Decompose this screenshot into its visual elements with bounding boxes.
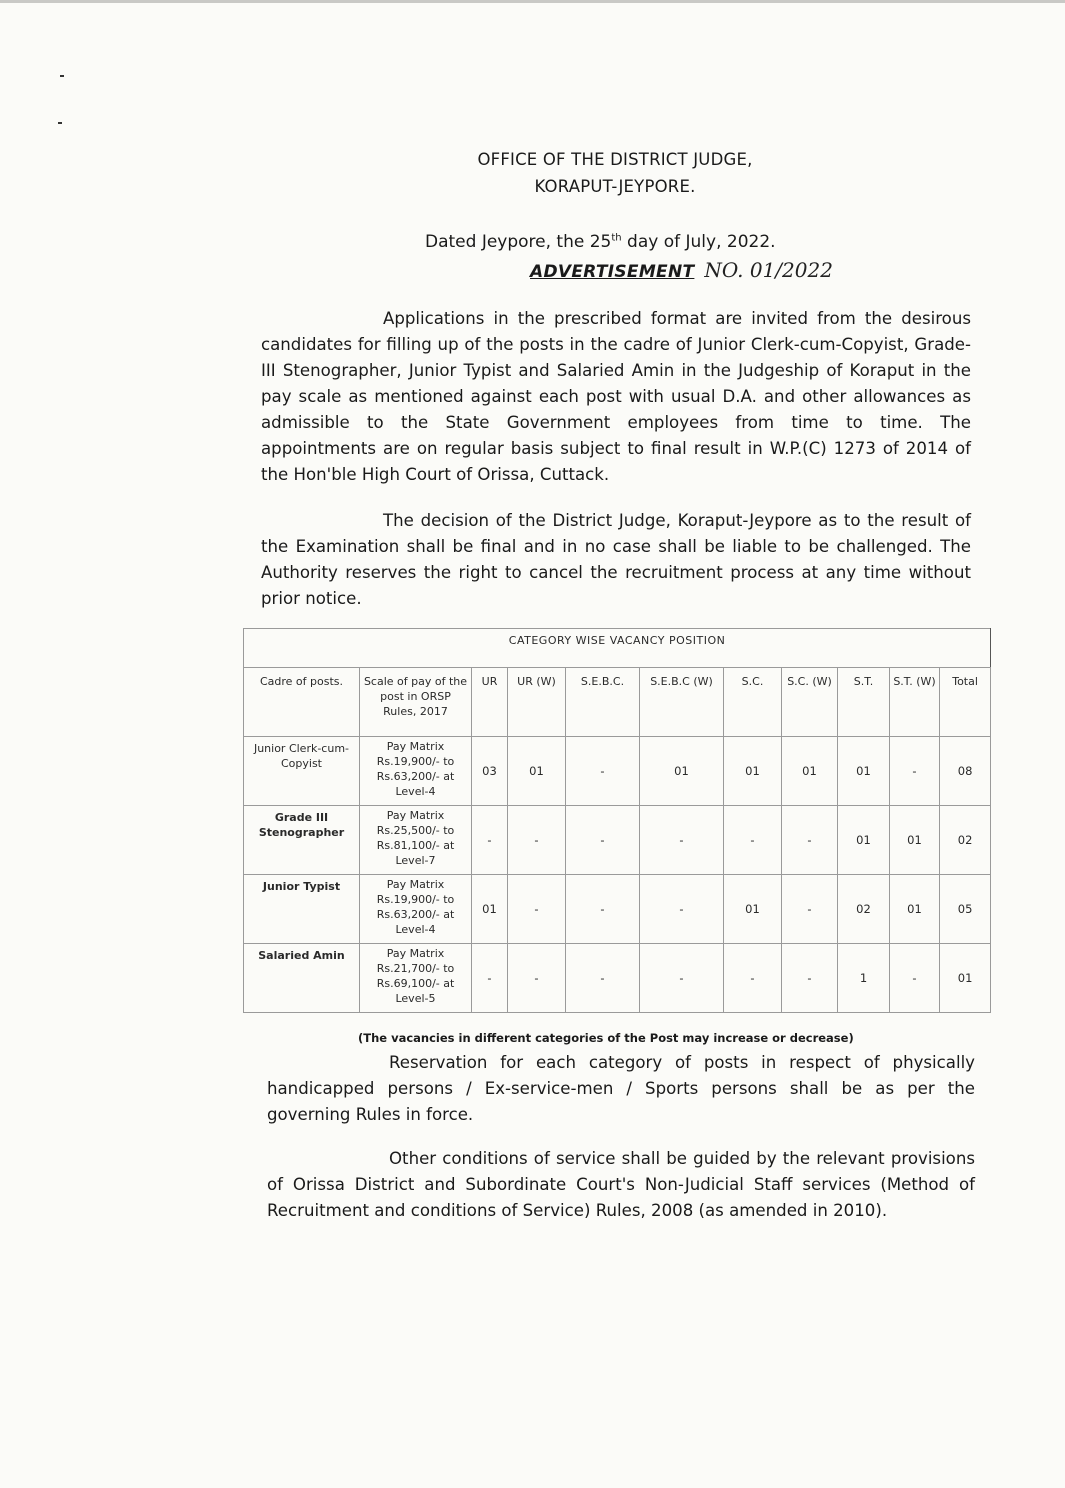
cell-total: 02 (940, 806, 991, 875)
cell-sc-w: - (782, 806, 838, 875)
cell-sebc: - (566, 737, 640, 806)
office-title-line1: OFFICE OF THE DISTRICT JUDGE, (477, 150, 753, 169)
cell-sc: - (724, 806, 782, 875)
cell-sc: 01 (724, 737, 782, 806)
cell-sc: - (724, 944, 782, 1013)
cell-st-w: - (890, 944, 940, 1013)
cell-sc: 01 (724, 875, 782, 944)
col-header-sebc-w: S.E.B.C (W) (640, 668, 724, 737)
vacancy-table (243, 628, 990, 1013)
cell-sebc: - (566, 944, 640, 1013)
advertisement-label: ADVERTISEMENT (530, 262, 695, 282)
paragraph-reservation (267, 1050, 975, 1128)
table-row (244, 806, 991, 875)
cell-ur-w: - (508, 875, 566, 944)
scan-speck (58, 122, 62, 124)
cell-st: 02 (838, 875, 890, 944)
cell-sebc-w: - (640, 806, 724, 875)
paragraph-text: The decision of the District Judge, Koraput-Jeypore as to the result of the Examination shall be final and in no case shall be liable to be challenged. The Authority reserves the right to cancel the recruitment process at any time without prior notice. (261, 511, 971, 608)
cell-cadre: Junior Clerk-cum- Copyist (244, 737, 360, 806)
col-header-ur: UR (472, 668, 508, 737)
cell-ur: - (472, 944, 508, 1013)
col-header-sc: S.C. (724, 668, 782, 737)
cell-st-w: - (890, 737, 940, 806)
col-header-st: S.T. (838, 668, 890, 737)
table-row (244, 875, 991, 944)
date-superscript: th (611, 232, 622, 244)
cell-sc-w: - (782, 944, 838, 1013)
cell-st: 1 (838, 944, 890, 1013)
advertisement-heading (530, 258, 833, 282)
col-header-scale: Scale of pay of the post in ORSP Rules, 2017 (360, 668, 472, 737)
table-row (244, 944, 991, 1013)
date-prefix: Dated Jeypore, the 25 (425, 232, 612, 252)
cell-sebc: - (566, 875, 640, 944)
col-header-total: Total (940, 668, 991, 737)
paragraph-text: Reservation for each category of posts in respect of physically handicapped persons / Ex-service-men / Sports persons shall be as per the governing Rules in force. (267, 1053, 975, 1124)
col-header-st-w: S.T. (W) (890, 668, 940, 737)
cell-st: 01 (838, 806, 890, 875)
cell-scale: Pay Matrix Rs.19,900/- to Rs.63,200/- at Level-4 (360, 875, 472, 944)
cell-total: 05 (940, 875, 991, 944)
cell-st-w: 01 (890, 875, 940, 944)
cell-scale: Pay Matrix Rs.19,900/- to Rs.63,200/- at Level-4 (360, 737, 472, 806)
cell-sebc-w: 01 (640, 737, 724, 806)
col-header-sc-w: S.C. (W) (782, 668, 838, 737)
col-header-sebc: S.E.B.C. (566, 668, 640, 737)
cell-sebc-w: - (640, 875, 724, 944)
col-header-cadre: Cadre of posts. (244, 668, 360, 737)
col-header-ur-w: UR (W) (508, 668, 566, 737)
cell-st: 01 (838, 737, 890, 806)
cell-sebc: - (566, 806, 640, 875)
cell-ur-w: - (508, 944, 566, 1013)
cell-scale: Pay Matrix Rs.21,700/- to Rs.69,100/- at Level-5 (360, 944, 472, 1013)
paragraph-text: Other conditions of service shall be guided by the relevant provisions of Orissa District and Subordinate Court's Non-Judicial Staff services (Method of Recruitment and conditions of Service) Rules, 2008 (as amended in 2010). (267, 1149, 975, 1220)
cell-cadre: Salaried Amin (244, 944, 360, 1013)
cell-cadre: Grade III Stenographer (244, 806, 360, 875)
cell-ur-w: - (508, 806, 566, 875)
cell-scale: Pay Matrix Rs.25,500/- to Rs.81,100/- at Level-7 (360, 806, 472, 875)
table-row (244, 737, 991, 806)
cell-total: 08 (940, 737, 991, 806)
paragraph-conditions (267, 1146, 975, 1224)
cell-ur: 03 (472, 737, 508, 806)
cell-sebc-w: - (640, 944, 724, 1013)
cell-sc-w: - (782, 875, 838, 944)
paragraph-text: Applications in the prescribed format are invited from the desirous candidates for filling up of the posts in the cadre of Junior Clerk-cum-Copyist, Grade-III Stenographer, Junior Typist and Salaried Amin in the Judgeship of Koraput in the pay scale as mentioned against each post with usual D.A. and other allowances as admissible to the State Government employees from time to time. The appointments are on regular basis subject to final result in W.P.(C) 1273 of 2014 of the Hon'ble High Court of Orissa, Cuttack. (261, 309, 971, 484)
cell-st-w: 01 (890, 806, 940, 875)
cell-cadre: Junior Typist (244, 875, 360, 944)
paragraph-applications (261, 306, 971, 488)
cell-total: 01 (940, 944, 991, 1013)
table-header-row (244, 668, 991, 737)
advertisement-number: NO. 01/2022 (704, 258, 833, 282)
paragraph-decision (261, 508, 971, 612)
table-caption: CATEGORY WISE VACANCY POSITION (244, 629, 991, 668)
date-line (425, 232, 776, 252)
date-suffix: day of July, 2022. (621, 232, 776, 252)
cell-ur: 01 (472, 875, 508, 944)
vacancy-note: (The vacancies in different categories of the Post may increase or decrease) (358, 1031, 854, 1045)
cell-ur-w: 01 (508, 737, 566, 806)
cell-sc-w: 01 (782, 737, 838, 806)
scan-speck (60, 75, 64, 77)
office-title-line2: KORAPUT-JEYPORE. (534, 177, 696, 196)
cell-ur: - (472, 806, 508, 875)
scan-edge-line (0, 0, 1065, 3)
